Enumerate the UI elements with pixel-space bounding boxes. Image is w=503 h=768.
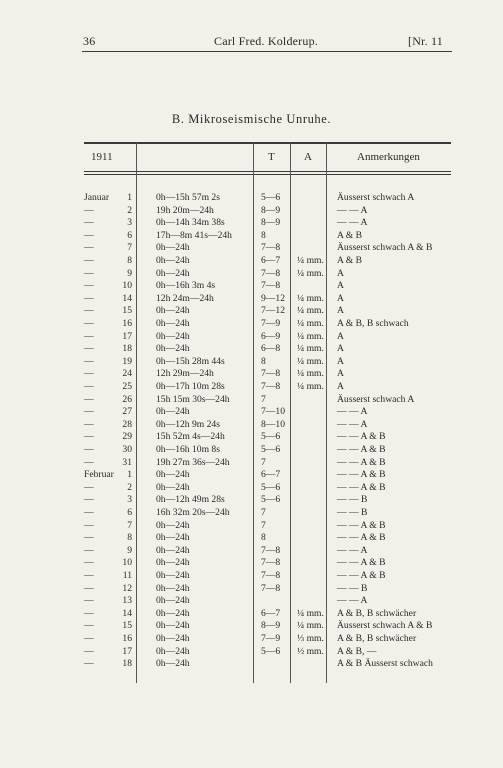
table-row [0, 255, 503, 268]
remarks-cell: A [337, 368, 344, 380]
table-row [0, 293, 503, 306]
month-cell: — [84, 557, 94, 569]
month-cell: — [84, 645, 94, 657]
a-cell: ¼ mm. [297, 381, 324, 392]
column-header-t: T [268, 151, 275, 163]
day-cell: 3 [127, 217, 132, 229]
t-cell: 9—12 [261, 292, 285, 304]
month-cell: — [84, 255, 94, 266]
time-cell: 0h—24h [156, 469, 190, 481]
time-cell: 12h 24m—24h [156, 292, 214, 304]
t-cell: 7—8 [261, 544, 281, 556]
a-cell: ½ mm. [297, 645, 324, 657]
remarks-cell: — — A [337, 595, 368, 607]
time-cell: 0h—14h 34m 38s [156, 217, 225, 229]
t-cell: 7—12 [261, 305, 285, 317]
table-row [0, 217, 503, 230]
time-cell: 0h—24h [156, 267, 190, 279]
time-cell: 0h—24h [156, 532, 190, 544]
table-row [0, 482, 503, 495]
remarks-cell: — — A [337, 544, 368, 556]
t-cell: 7 [261, 393, 266, 405]
table-row [0, 545, 503, 558]
remarks-cell: Äusserst schwach A & B [337, 242, 433, 254]
month-cell: — [84, 280, 94, 292]
month-cell: — [84, 330, 94, 342]
header-rule [82, 51, 452, 52]
time-cell: 0h—15h 57m 2s [156, 192, 220, 203]
t-cell: 7—8 [261, 267, 281, 279]
t-cell: 5—6 [261, 444, 281, 455]
remarks-cell: — — A & B [337, 481, 386, 493]
day-cell: 24 [122, 368, 132, 380]
remarks-cell: A & B Äusserst schwach [337, 658, 433, 670]
time-cell: 0h—12h 49m 28s [156, 494, 225, 506]
table-row [0, 457, 503, 470]
a-cell: ¼ mm. [297, 343, 324, 355]
t-cell: 7—8 [261, 280, 281, 292]
table-row [0, 242, 503, 255]
a-cell: ⅓ mm. [297, 633, 324, 644]
remarks-cell: A [337, 381, 344, 392]
month-cell: — [84, 582, 94, 594]
day-cell: 27 [122, 406, 132, 418]
day-cell: 11 [122, 570, 132, 581]
table-row [0, 633, 503, 646]
table-row [0, 394, 503, 407]
remarks-cell: — — B [337, 507, 368, 518]
remarks-cell: A & B, B schwächer [337, 633, 417, 644]
t-cell: 5—6 [261, 494, 281, 506]
remarks-cell: A & B [337, 255, 363, 266]
remarks-cell: — — A & B [337, 469, 386, 481]
table-row [0, 494, 503, 507]
remarks-cell: A & B [337, 229, 363, 241]
day-cell: 19 [122, 355, 132, 367]
time-cell: 0h—24h [156, 255, 190, 266]
day-cell: 9 [127, 544, 132, 556]
month-cell: — [84, 507, 94, 518]
time-cell: 0h—24h [156, 582, 190, 594]
t-cell: 8—10 [261, 418, 285, 430]
time-cell: 0h—24h [156, 557, 190, 569]
day-cell: 10 [122, 280, 132, 292]
t-cell: 6—8 [261, 343, 281, 355]
t-cell: 7 [261, 519, 266, 531]
t-cell: 6—7 [261, 607, 281, 619]
day-cell: 8 [127, 532, 132, 544]
a-cell: ¼ mm. [297, 330, 324, 342]
t-cell: 8—9 [261, 204, 281, 216]
remarks-cell: — — A & B [337, 570, 386, 581]
time-cell: 0h—12h 9m 24s [156, 418, 220, 430]
remarks-cell: Äusserst schwach A [337, 393, 415, 405]
column-header-remarks: Anmerkungen [357, 151, 420, 163]
remarks-cell: — — B [337, 582, 368, 594]
time-cell: 0h—24h [156, 481, 190, 493]
table-row [0, 595, 503, 608]
month-cell: — [84, 456, 94, 468]
t-cell: 7 [261, 507, 266, 518]
time-cell: 0h—24h [156, 519, 190, 531]
table-row [0, 444, 503, 457]
day-cell: 16 [122, 633, 132, 644]
day-cell: 17 [122, 330, 132, 342]
month-cell: — [84, 620, 94, 632]
number-reference: [Nr. 11 [408, 34, 443, 48]
time-cell: 12h 29m—24h [156, 368, 214, 380]
month-cell: — [84, 355, 94, 367]
remarks-cell: — — A [337, 406, 368, 418]
month-cell: — [84, 633, 94, 644]
remarks-cell: — — A & B [337, 519, 386, 531]
month-cell: — [84, 532, 94, 544]
time-cell: 0h—24h [156, 318, 190, 329]
day-cell: 3 [127, 494, 132, 506]
day-cell: 7 [127, 519, 132, 531]
t-cell: 7—8 [261, 557, 281, 569]
table-row [0, 532, 503, 545]
remarks-cell: — — A [337, 204, 368, 216]
day-cell: 29 [122, 431, 132, 443]
t-cell: 7—9 [261, 633, 281, 644]
a-cell: ¼ mm. [297, 620, 324, 632]
t-cell: 7—8 [261, 570, 281, 581]
time-cell: 0h—17h 10m 28s [156, 381, 225, 392]
t-cell: 7—8 [261, 368, 281, 380]
time-cell: 0h—24h [156, 607, 190, 619]
day-cell: 8 [127, 255, 132, 266]
t-cell: 7—8 [261, 242, 281, 254]
table-row [0, 205, 503, 218]
month-cell: — [84, 343, 94, 355]
time-cell: 0h—24h [156, 406, 190, 418]
month-cell: — [84, 607, 94, 619]
month-cell: — [84, 204, 94, 216]
remarks-cell: A & B, B schwach [337, 318, 409, 329]
month-cell: — [84, 318, 94, 329]
time-cell: 0h—24h [156, 658, 190, 670]
table-row [0, 356, 503, 369]
day-cell: 15 [122, 305, 132, 317]
table-top-rule [84, 142, 451, 144]
remarks-cell: — — B [337, 494, 368, 506]
t-cell: 5—6 [261, 481, 281, 493]
table-row [0, 620, 503, 633]
day-cell: 1 [127, 192, 132, 203]
day-cell: 2 [127, 204, 132, 216]
t-cell: 8—9 [261, 217, 281, 229]
t-cell: 7—9 [261, 318, 281, 329]
table-row [0, 331, 503, 344]
table-row [0, 520, 503, 533]
remarks-cell: — — A [337, 418, 368, 430]
month-cell: — [84, 444, 94, 455]
remarks-cell: A [337, 305, 344, 317]
time-cell: 15h 52m 4s—24h [156, 431, 225, 443]
time-cell: 0h—24h [156, 242, 190, 254]
time-cell: 19h 20m—24h [156, 204, 214, 216]
t-cell: 8—9 [261, 620, 281, 632]
month-cell: — [84, 431, 94, 443]
t-cell: 6—7 [261, 255, 281, 266]
t-cell: 8 [261, 355, 266, 367]
table-row [0, 507, 503, 520]
remarks-cell: A [337, 343, 344, 355]
table-row [0, 368, 503, 381]
day-cell: 17 [122, 645, 132, 657]
day-cell: 14 [122, 607, 132, 619]
day-cell: 7 [127, 242, 132, 254]
a-cell: ¼ mm. [297, 318, 324, 329]
table-row [0, 658, 503, 671]
month-cell: — [84, 418, 94, 430]
month-cell: — [84, 242, 94, 254]
month-cell: — [84, 595, 94, 607]
time-cell: 0h—24h [156, 305, 190, 317]
t-cell: 5—6 [261, 645, 281, 657]
month-cell: — [84, 368, 94, 380]
t-cell: 5—6 [261, 192, 281, 203]
remarks-cell: A [337, 355, 344, 367]
month-cell: — [84, 381, 94, 392]
remarks-cell: A [337, 292, 344, 304]
month-cell: — [84, 570, 94, 581]
table-row [0, 343, 503, 356]
remarks-cell: A [337, 267, 344, 279]
month-cell: — [84, 544, 94, 556]
month-cell: — [84, 305, 94, 317]
month-cell: — [84, 292, 94, 304]
remarks-cell: — — A [337, 217, 368, 229]
month-cell: Februar [84, 469, 114, 481]
day-cell: 26 [122, 393, 132, 405]
time-cell: 0h—24h [156, 330, 190, 342]
t-cell: 8 [261, 532, 266, 544]
remarks-cell: — — A & B [337, 557, 386, 569]
month-cell: — [84, 481, 94, 493]
remarks-cell: Äusserst schwach A & B [337, 620, 433, 632]
remarks-cell: A [337, 330, 344, 342]
month-cell: — [84, 519, 94, 531]
t-cell: 6—7 [261, 469, 281, 481]
remarks-cell: — — A & B [337, 532, 386, 544]
a-cell: ¼ mm. [297, 255, 324, 266]
remarks-cell: — — A & B [337, 444, 386, 455]
table-row [0, 570, 503, 583]
table-row [0, 381, 503, 394]
day-cell: 31 [122, 456, 132, 468]
a-cell: ¼ mm. [297, 292, 324, 304]
table-row [0, 608, 503, 621]
running-title: Carl Fred. Kolderup. [214, 34, 318, 48]
month-cell: — [84, 267, 94, 279]
month-cell: — [84, 393, 94, 405]
table-row [0, 469, 503, 482]
day-cell: 25 [122, 381, 132, 392]
column-header-a: A [304, 151, 312, 163]
day-cell: 6 [127, 229, 132, 241]
day-cell: 6 [127, 507, 132, 518]
day-cell: 16 [122, 318, 132, 329]
day-cell: 13 [122, 595, 132, 607]
a-cell: ¼ mm. [297, 607, 324, 619]
a-cell: ¼ mm. [297, 355, 324, 367]
time-cell: 15h 15m 30s—24h [156, 393, 230, 405]
day-cell: 28 [122, 418, 132, 430]
month-cell: Januar [84, 192, 110, 203]
table-row [0, 583, 503, 596]
month-cell: — [84, 494, 94, 506]
day-cell: 9 [127, 267, 132, 279]
time-cell: 17h—8m 41s—24h [156, 229, 232, 241]
table-row [0, 419, 503, 432]
time-cell: 0h—24h [156, 633, 190, 644]
remarks-cell: Äusserst schwach A [337, 192, 415, 203]
month-cell: — [84, 229, 94, 241]
time-cell: 16h 32m 20s—24h [156, 507, 230, 518]
remarks-cell: — — A & B [337, 456, 386, 468]
day-cell: 18 [122, 658, 132, 670]
table-row [0, 431, 503, 444]
table-row [0, 192, 503, 205]
remarks-cell: A & B, — [337, 645, 377, 657]
t-cell: 7—8 [261, 381, 281, 392]
day-cell: 30 [122, 444, 132, 455]
time-cell: 0h—16h 10m 8s [156, 444, 220, 455]
table-head-rule [84, 171, 451, 172]
a-cell: ¼ mm. [297, 368, 324, 380]
day-cell: 15 [122, 620, 132, 632]
time-cell: 0h—15h 28m 44s [156, 355, 225, 367]
t-cell: 6—9 [261, 330, 281, 342]
day-cell: 2 [127, 481, 132, 493]
month-cell: — [84, 217, 94, 229]
a-cell: ¼ mm. [297, 305, 324, 317]
table-row [0, 230, 503, 243]
column-header-year: 1911 [91, 151, 113, 163]
remarks-cell: — — A & B [337, 431, 386, 443]
month-cell: — [84, 406, 94, 418]
t-cell: 7 [261, 456, 266, 468]
table-head-rule-2 [84, 174, 451, 175]
time-cell: 0h—24h [156, 620, 190, 632]
time-cell: 0h—24h [156, 570, 190, 581]
table-row [0, 406, 503, 419]
time-cell: 0h—16h 3m 4s [156, 280, 216, 292]
day-cell: 18 [122, 343, 132, 355]
page-number: 36 [83, 34, 96, 48]
month-cell: — [84, 658, 94, 670]
table-row [0, 557, 503, 570]
table-row [0, 268, 503, 281]
a-cell: ¼ mm. [297, 267, 324, 279]
time-cell: 0h—24h [156, 343, 190, 355]
time-cell: 0h—24h [156, 595, 190, 607]
time-cell: 0h—24h [156, 645, 190, 657]
time-cell: 19h 27m 36s—24h [156, 456, 230, 468]
remarks-cell: A & B, B schwächer [337, 607, 417, 619]
t-cell: 7—10 [261, 406, 285, 418]
time-cell: 0h—24h [156, 544, 190, 556]
day-cell: 12 [122, 582, 132, 594]
table-row [0, 646, 503, 659]
table-row [0, 318, 503, 331]
day-cell: 1 [127, 469, 132, 481]
table-row [0, 305, 503, 318]
day-cell: 10 [122, 557, 132, 569]
t-cell: 7—8 [261, 582, 281, 594]
table-row [0, 280, 503, 293]
remarks-cell: A [337, 280, 344, 292]
t-cell: 5—6 [261, 431, 281, 443]
section-title: B. Mikroseismische Unruhe. [171, 112, 332, 126]
day-cell: 14 [122, 292, 132, 304]
t-cell: 8 [261, 229, 266, 241]
